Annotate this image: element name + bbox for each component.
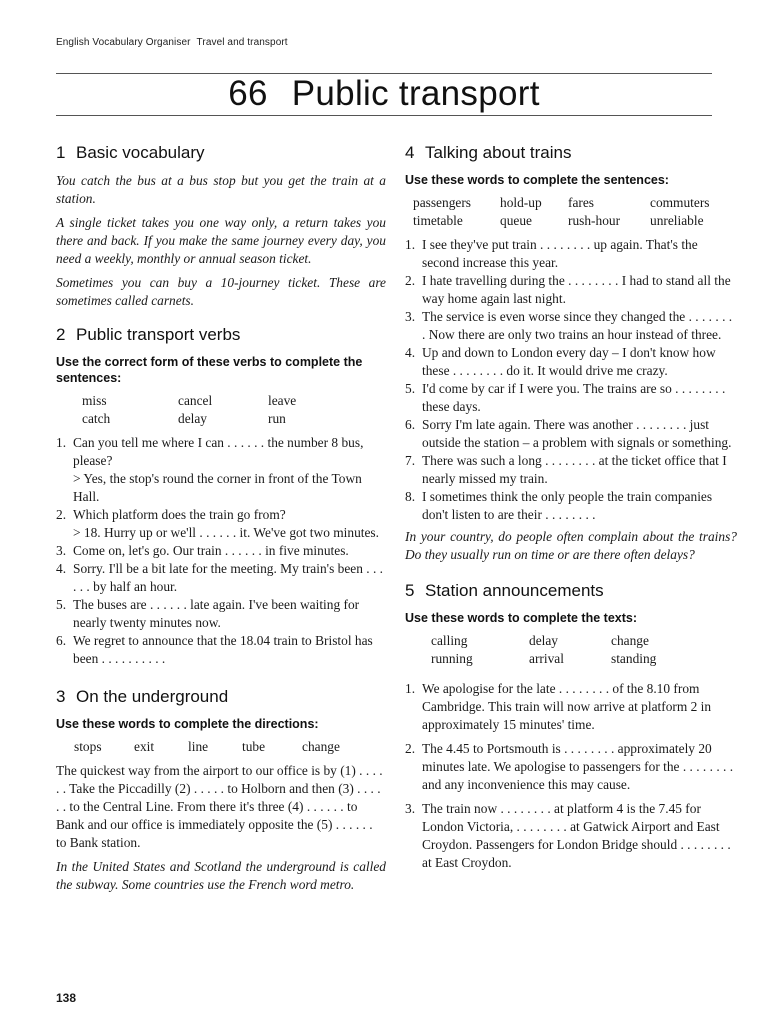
exercise-item: 2. I hate travelling during the . . . . . . . . I had to stand all the way home again last night. <box>405 273 731 306</box>
left-column <box>56 142 386 900</box>
word-item: change <box>302 739 340 754</box>
word-item: commuters <box>650 195 710 210</box>
word-item: line <box>188 739 209 754</box>
right-column <box>405 142 737 872</box>
section-heading: 5 Station announcements <box>405 581 604 600</box>
word-box <box>405 632 737 668</box>
word-item: delay <box>529 633 558 648</box>
exercise-response: > 18. Hurry up or we'll . . . . . . it. We've got two minutes. <box>73 525 379 540</box>
exercise-item: 1. I see they've put train . . . . . . . . up again. That's the second increase this year. <box>405 237 698 270</box>
exercise-item: 7. There was such a long . . . . . . . . at the ticket office that I nearly missed my train. <box>405 453 727 486</box>
instruction: Use these words to complete the directions: <box>56 717 319 731</box>
word-item: delay <box>178 411 207 426</box>
exercise-list <box>56 434 386 668</box>
exercise-item: 5. The buses are . . . . . . late again. I've been waiting for nearly twenty minutes now. <box>56 597 360 630</box>
word-item: cancel <box>178 393 213 408</box>
word-item: queue <box>500 213 532 228</box>
word-item: passengers <box>413 195 472 210</box>
section-heading: 3 On the underground <box>56 687 229 706</box>
word-box <box>56 392 386 428</box>
exercise-item: 6. Sorry I'm late again. There was another . . . . . . . . just outside the station – a problem with signals or something. <box>405 417 732 450</box>
word-item: exit <box>134 739 155 754</box>
word-item: hold-up <box>500 195 542 210</box>
exercise-item: 6. We regret to announce that the 18.04 train to Bristol has been . . . . . . . . . . <box>56 633 373 666</box>
exercise-list <box>405 680 737 872</box>
section-station-announcements <box>405 580 737 872</box>
exercise-item: 2. The 4.45 to Portsmouth is . . . . . . . . approximately 20 minutes late. We apologise to passengers for the . . . . . . . . and any inconvenience this may cause. <box>405 741 734 792</box>
note: In the United States and Scotland the underground is called the subway. Some countries use the French word metro. <box>56 859 386 892</box>
word-item: fares <box>568 195 595 210</box>
paragraph: You catch the bus at a bus stop but you get the train at a station. <box>56 173 386 206</box>
paragraph: Sometimes you can buy a 10-journey ticket. These are sometimes called carnets. <box>56 275 386 308</box>
word-box <box>405 194 737 230</box>
word-item: tube <box>242 739 266 754</box>
exercise-item: 5. I'd come by car if I were you. The trains are so . . . . . . . . these days. <box>405 381 726 414</box>
instruction: Use these words to complete the sentences: <box>405 173 669 187</box>
word-item: rush-hour <box>568 213 621 228</box>
word-item: run <box>268 411 286 426</box>
exercise-response: > Yes, the stop's round the corner in front of the Town Hall. <box>73 471 362 504</box>
exercise-item: 1. We apologise for the late . . . . . . . . of the 8.10 from Cambridge. This train will now arrive at platform 2 in approximately 15 minutes' time. <box>405 681 712 732</box>
exercise-item: 3. The service is even worse since they changed the . . . . . . . . Now there are only two trains an hour instead of three. <box>405 309 733 342</box>
section-heading: 4 Talking about trains <box>405 143 572 162</box>
word-item: unreliable <box>650 213 704 228</box>
section-talking-about-trains <box>405 142 737 564</box>
exercise-item: 1. Can you tell me where I can . . . . . . the number 8 bus, please? <box>56 435 364 468</box>
exercise-list <box>405 236 737 524</box>
directions-text: The quickest way from the airport to our office is by (1) . . . . . . Take the Piccadilly (2) . . . . . to Holborn and then (3) . . . . . . to the Central Line. From there it's three (4) . . . . . . to Bank and our office is immediately opposite the (5) . . . . . . to Bank station. <box>56 763 383 850</box>
exercise-item: 8. I sometimes think the only people the train companies don't listen to are their . . . . . . . . <box>405 489 713 522</box>
section-heading: 1 Basic vocabulary <box>56 143 205 162</box>
instruction: Use the correct form of these verbs to complete the sentences: <box>56 355 363 385</box>
discussion-question: In your country, do people often complain about the trains? Do they usually run on time or are there often delays? <box>405 529 737 562</box>
word-item: arrival <box>529 651 564 666</box>
page-title <box>0 72 768 116</box>
page-number: 138 <box>56 991 77 1005</box>
chapter-topic: Travel and transport <box>196 37 288 48</box>
unit-title: Public transport <box>291 74 540 113</box>
book-title: English Vocabulary Organiser <box>56 37 191 48</box>
word-item: catch <box>82 411 111 426</box>
word-item: running <box>431 651 473 666</box>
section-basic-vocabulary <box>56 142 386 310</box>
word-item: calling <box>431 633 468 648</box>
section-public-transport-verbs <box>56 324 386 668</box>
section-on-the-underground <box>56 686 386 894</box>
word-item: change <box>611 633 649 648</box>
word-item: standing <box>611 651 657 666</box>
unit-number: 66 <box>228 74 268 113</box>
word-item: timetable <box>413 213 463 228</box>
exercise-item: 4. Sorry. I'll be a bit late for the meeting. My train's been . . . . . . by half an hour. <box>56 561 383 594</box>
word-item: miss <box>82 393 107 408</box>
running-head <box>56 37 288 48</box>
word-item: leave <box>268 393 297 408</box>
paragraph: A single ticket takes you one way only, a return takes you there and back. If you make the same journey every day, you need a weekly, monthly or annual season ticket. <box>56 215 386 266</box>
word-box <box>56 738 386 756</box>
exercise-item: 3. Come on, let's go. Our train . . . . . . in five minutes. <box>56 543 349 558</box>
title-rule-bottom <box>56 115 712 116</box>
section-heading: 2 Public transport verbs <box>56 325 241 344</box>
exercise-item: 2. Which platform does the train go from? <box>56 507 286 522</box>
word-item: stops <box>74 739 102 754</box>
instruction: Use these words to complete the texts: <box>405 611 638 625</box>
exercise-item: 3. The train now . . . . . . . . at platform 4 is the 7.45 for London Victoria, . . . . . . . . at Gatwick Airport and East Croydon. Passengers for London Bridge should . . . . . . . . at East Croydon. <box>405 801 731 870</box>
exercise-item: 4. Up and down to London every day – I don't know how these . . . . . . . . do it. It would drive me crazy. <box>405 345 716 378</box>
